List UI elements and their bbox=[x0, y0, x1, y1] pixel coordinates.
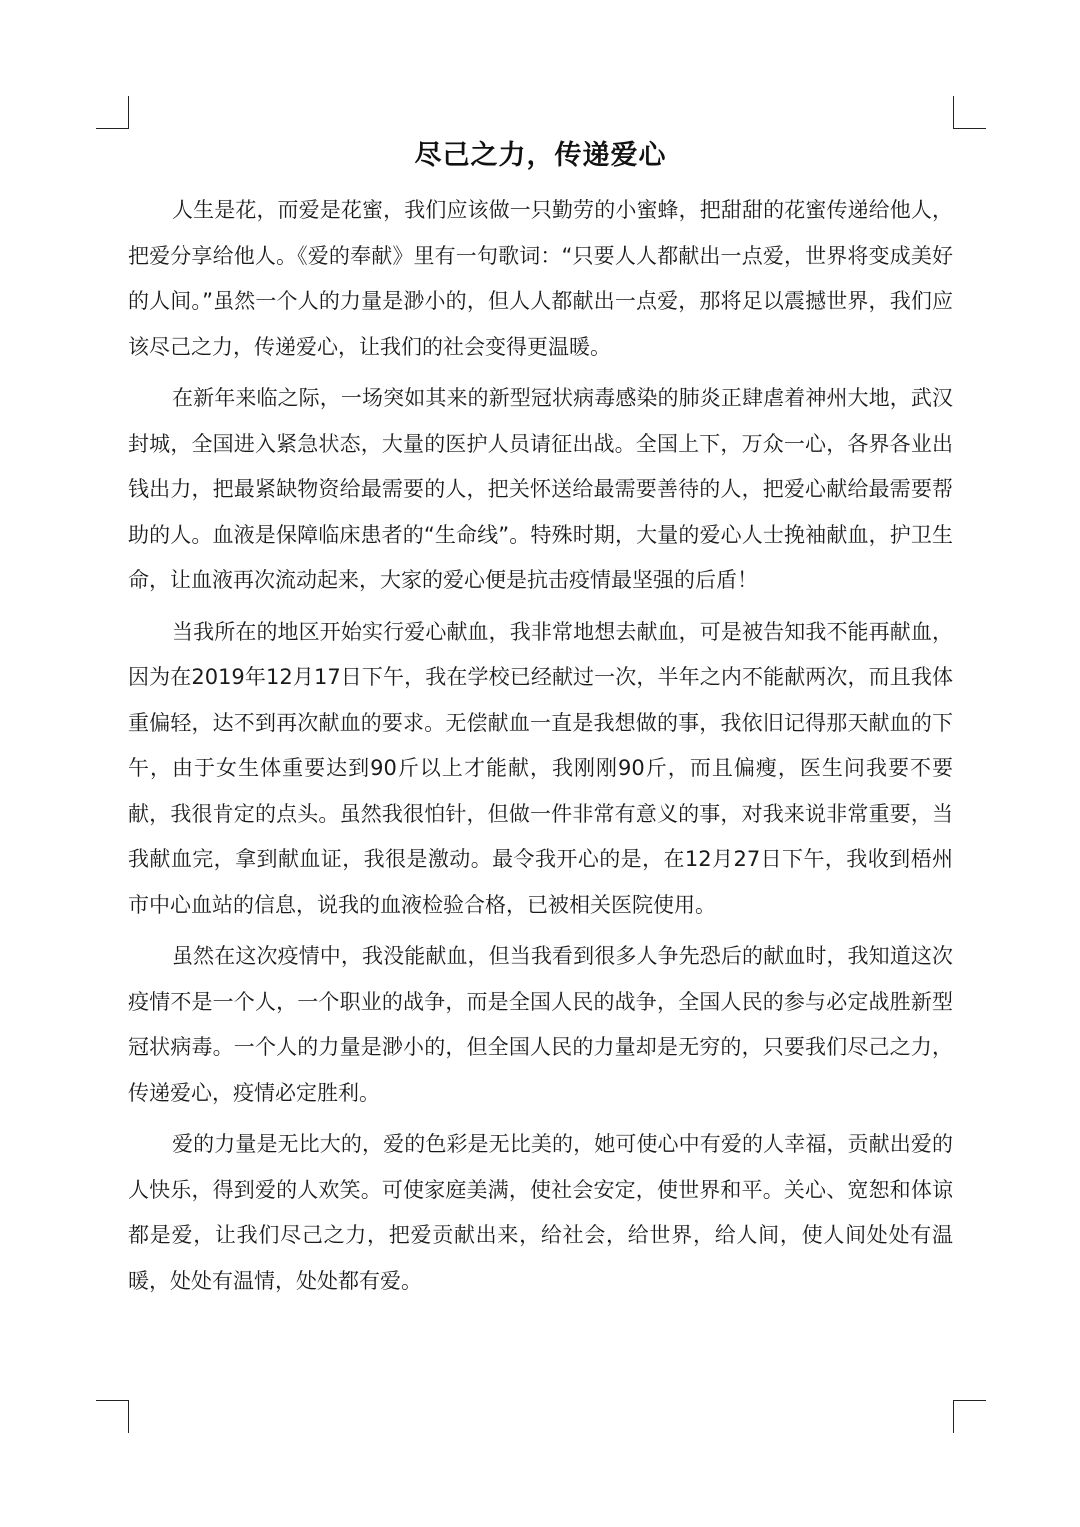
paragraph-2: 在新年来临之际，一场突如其来的新型冠状病毒感染的肺炎正肆虐着神州大地，武汉封城，全国进入紧急状态，大量的医护人员请征出战。全国上下，万众一心，各界各业出钱出力，把最紧缺物资给最需要的人，把关怀送给最需要善待的人，把爱心献给最需要帮助的人。血液是保障临床患者的“生命线”。特殊时期，大量的爱心人士挽袖献血，护卫生命，让血液再次流动起来，大家的爱心便是抗击疫情最坚强的后盾！ bbox=[128, 386, 953, 592]
paragraph-5: 爱的力量是无比大的，爱的色彩是无比美的，她可使心中有爱的人幸福，贡献出爱的人快乐，得到爱的人欢笑。可使家庭美满，使社会安定，使世界和平。关心、宽恕和体谅都是爱，让我们尽己之力，把爱贡献出来，给社会，给世界，给人间，使人间处处有温暖，处处有温情，处处都有爱。 bbox=[128, 1132, 953, 1293]
crop-mark-top-left bbox=[96, 96, 129, 129]
document-body bbox=[128, 188, 953, 1310]
paragraph-1: 人生是花，而爱是花蜜，我们应该做一只勤劳的小蜜蜂，把甜甜的花蜜传递给他人，把爱分享给他人。《爱的奉献》里有一句歌词：“只要人人都献出一点爱，世界将变成美好的人间。”虽然一个人的力量是渺小的，但人人都献出一点爱，那将足以震撼世界，我们应该尽己之力，传递爱心，让我们的社会变得更温暖。 bbox=[128, 198, 953, 359]
paragraph-4: 虽然在这次疫情中，我没能献血，但当我看到很多人争先恐后的献血时，我知道这次疫情不是一个人，一个职业的战争，而是全国人民的战争，全国人民的参与必定战胜新型冠状病毒。一个人的力量是渺小的，但全国人民的力量却是无穷的，只要我们尽己之力，传递爱心，疫情必定胜利。 bbox=[128, 944, 953, 1105]
document-title: 尽己之力，传递爱心 bbox=[414, 140, 667, 171]
crop-mark-bottom-left bbox=[96, 1400, 129, 1433]
crop-mark-top-right bbox=[953, 96, 986, 129]
paragraph-3: 当我所在的地区开始实行爱心献血，我非常地想去献血，可是被告知我不能再献血，因为在2019年12月17日下午，我在学校已经献过一次，半年之内不能献两次，而且我体重偏轻，达不到再次献血的要求。无偿献血一直是我想做的事，我依旧记得那天献血的下午，由于女生体重要达到90斤以上才能献，我刚刚90斤，而且偏瘦，医生问我要不要献，我很肯定的点头。虽然我很怕针，但做一件非常有意义的事，对我来说非常重要，当我献血完，拿到献血证，我很是激动。最令我开心的是，在12月27日下午，我收到梧州市中心血站的信息，说我的血液检验合格，已被相关医院使用。 bbox=[128, 619, 953, 917]
crop-mark-bottom-right bbox=[953, 1400, 986, 1433]
